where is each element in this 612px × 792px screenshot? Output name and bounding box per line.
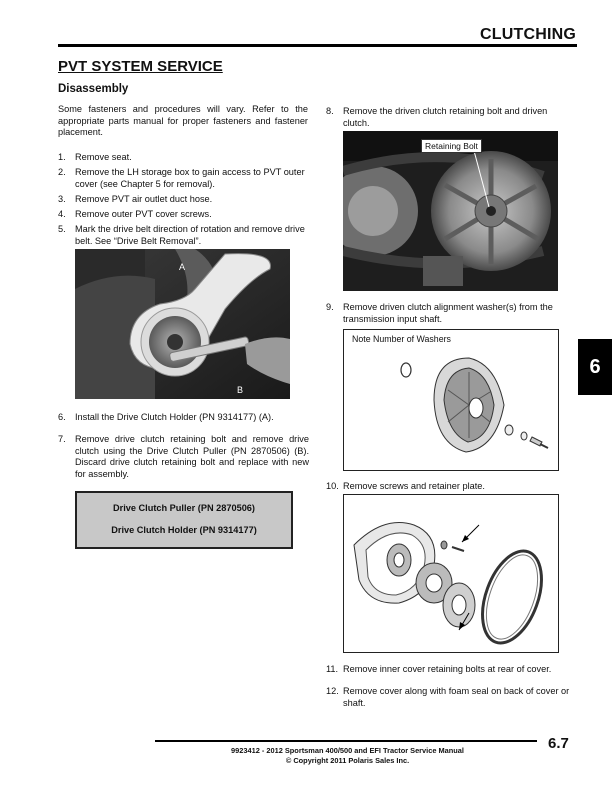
- special-tools-box: [75, 491, 293, 549]
- tool-line-holder: Drive Clutch Holder (PN 9314177): [111, 525, 257, 535]
- step-text: Remove seat.: [75, 152, 132, 162]
- step-number: 11.: [326, 664, 339, 674]
- step-text: Remove outer PVT cover screws.: [75, 209, 212, 219]
- driven-clutch-illustration: [343, 131, 558, 291]
- cover-exploded-diagram: [344, 495, 558, 652]
- washers-diagram: [344, 330, 558, 470]
- step-text: Remove driven clutch alignment washer(s) from the transmission input shaft.: [343, 302, 553, 324]
- figure-caption: Note Number of Washers: [352, 334, 451, 344]
- page-number: 6.7: [548, 735, 569, 752]
- step-text: Remove PVT air outlet duct hose.: [75, 194, 213, 204]
- photo-driven-clutch: [343, 131, 558, 291]
- chapter-tab: 6: [578, 339, 612, 395]
- step-text: Remove the LH storage box to gain access to PVT outer cover (see Chapter 5 for removal).: [75, 167, 305, 189]
- step-text: Install the Drive Clutch Holder (PN 9314177) (A).: [75, 412, 274, 422]
- figure-retainer-plate: [343, 494, 559, 653]
- chapter-title: CLUTCHING: [479, 26, 576, 43]
- section-title: PVT SYSTEM SERVICE: [58, 58, 223, 75]
- step-number: 8.: [326, 106, 334, 116]
- step-number: 10.: [326, 481, 339, 491]
- step-text: Remove inner cover retaining bolts at rear of cover.: [343, 664, 552, 674]
- step-number: 1.: [58, 152, 66, 162]
- step-number: 4.: [58, 209, 66, 219]
- step-text: Remove cover along with foam seal on back of cover or shaft.: [343, 686, 570, 708]
- callout-label-a: A: [179, 262, 186, 272]
- intro-paragraph: Some fasteners and procedures will vary. Refer to the appropriate parts manual for proper fasteners and fastener placement.: [58, 104, 308, 138]
- subsection-title: Disassembly: [58, 83, 129, 95]
- figure-washers: [343, 329, 559, 471]
- step-number: 7.: [58, 434, 66, 444]
- step-text: Remove the driven clutch retaining bolt and driven clutch.: [343, 106, 548, 128]
- step-number: 2.: [58, 167, 66, 177]
- step-text: Mark the drive belt direction of rotation and remove drive belt. See “Drive Belt Removal”.: [75, 224, 305, 246]
- footer-copyright: © Copyright 2011 Polaris Sales Inc.: [285, 756, 410, 765]
- footer-manual-title: 9923412 - 2012 Sportsman 400/500 and EFI Tractor Service Manual: [231, 746, 464, 755]
- step-number: 5.: [58, 224, 66, 234]
- step-number: 6.: [58, 412, 66, 422]
- step-number: 12.: [326, 686, 339, 696]
- callout-retaining-bolt: Retaining Bolt: [421, 139, 482, 153]
- step-text: Remove screws and retainer plate.: [343, 481, 485, 491]
- callout-label-b: B: [237, 385, 244, 395]
- step-text: Remove drive clutch retaining bolt and remove drive clutch using the Drive Clutch Puller (PN 2870506) (B). Discard drive clutch retaining bolt and replace with new for assembly.: [75, 434, 309, 479]
- step-number: 9.: [326, 302, 334, 312]
- step-number: 3.: [58, 194, 66, 204]
- footer-rule: [155, 740, 537, 742]
- header-rule: [58, 44, 577, 47]
- photo-clutch-holder: [75, 249, 290, 399]
- tool-line-puller: Drive Clutch Puller (PN 2870506): [113, 503, 255, 513]
